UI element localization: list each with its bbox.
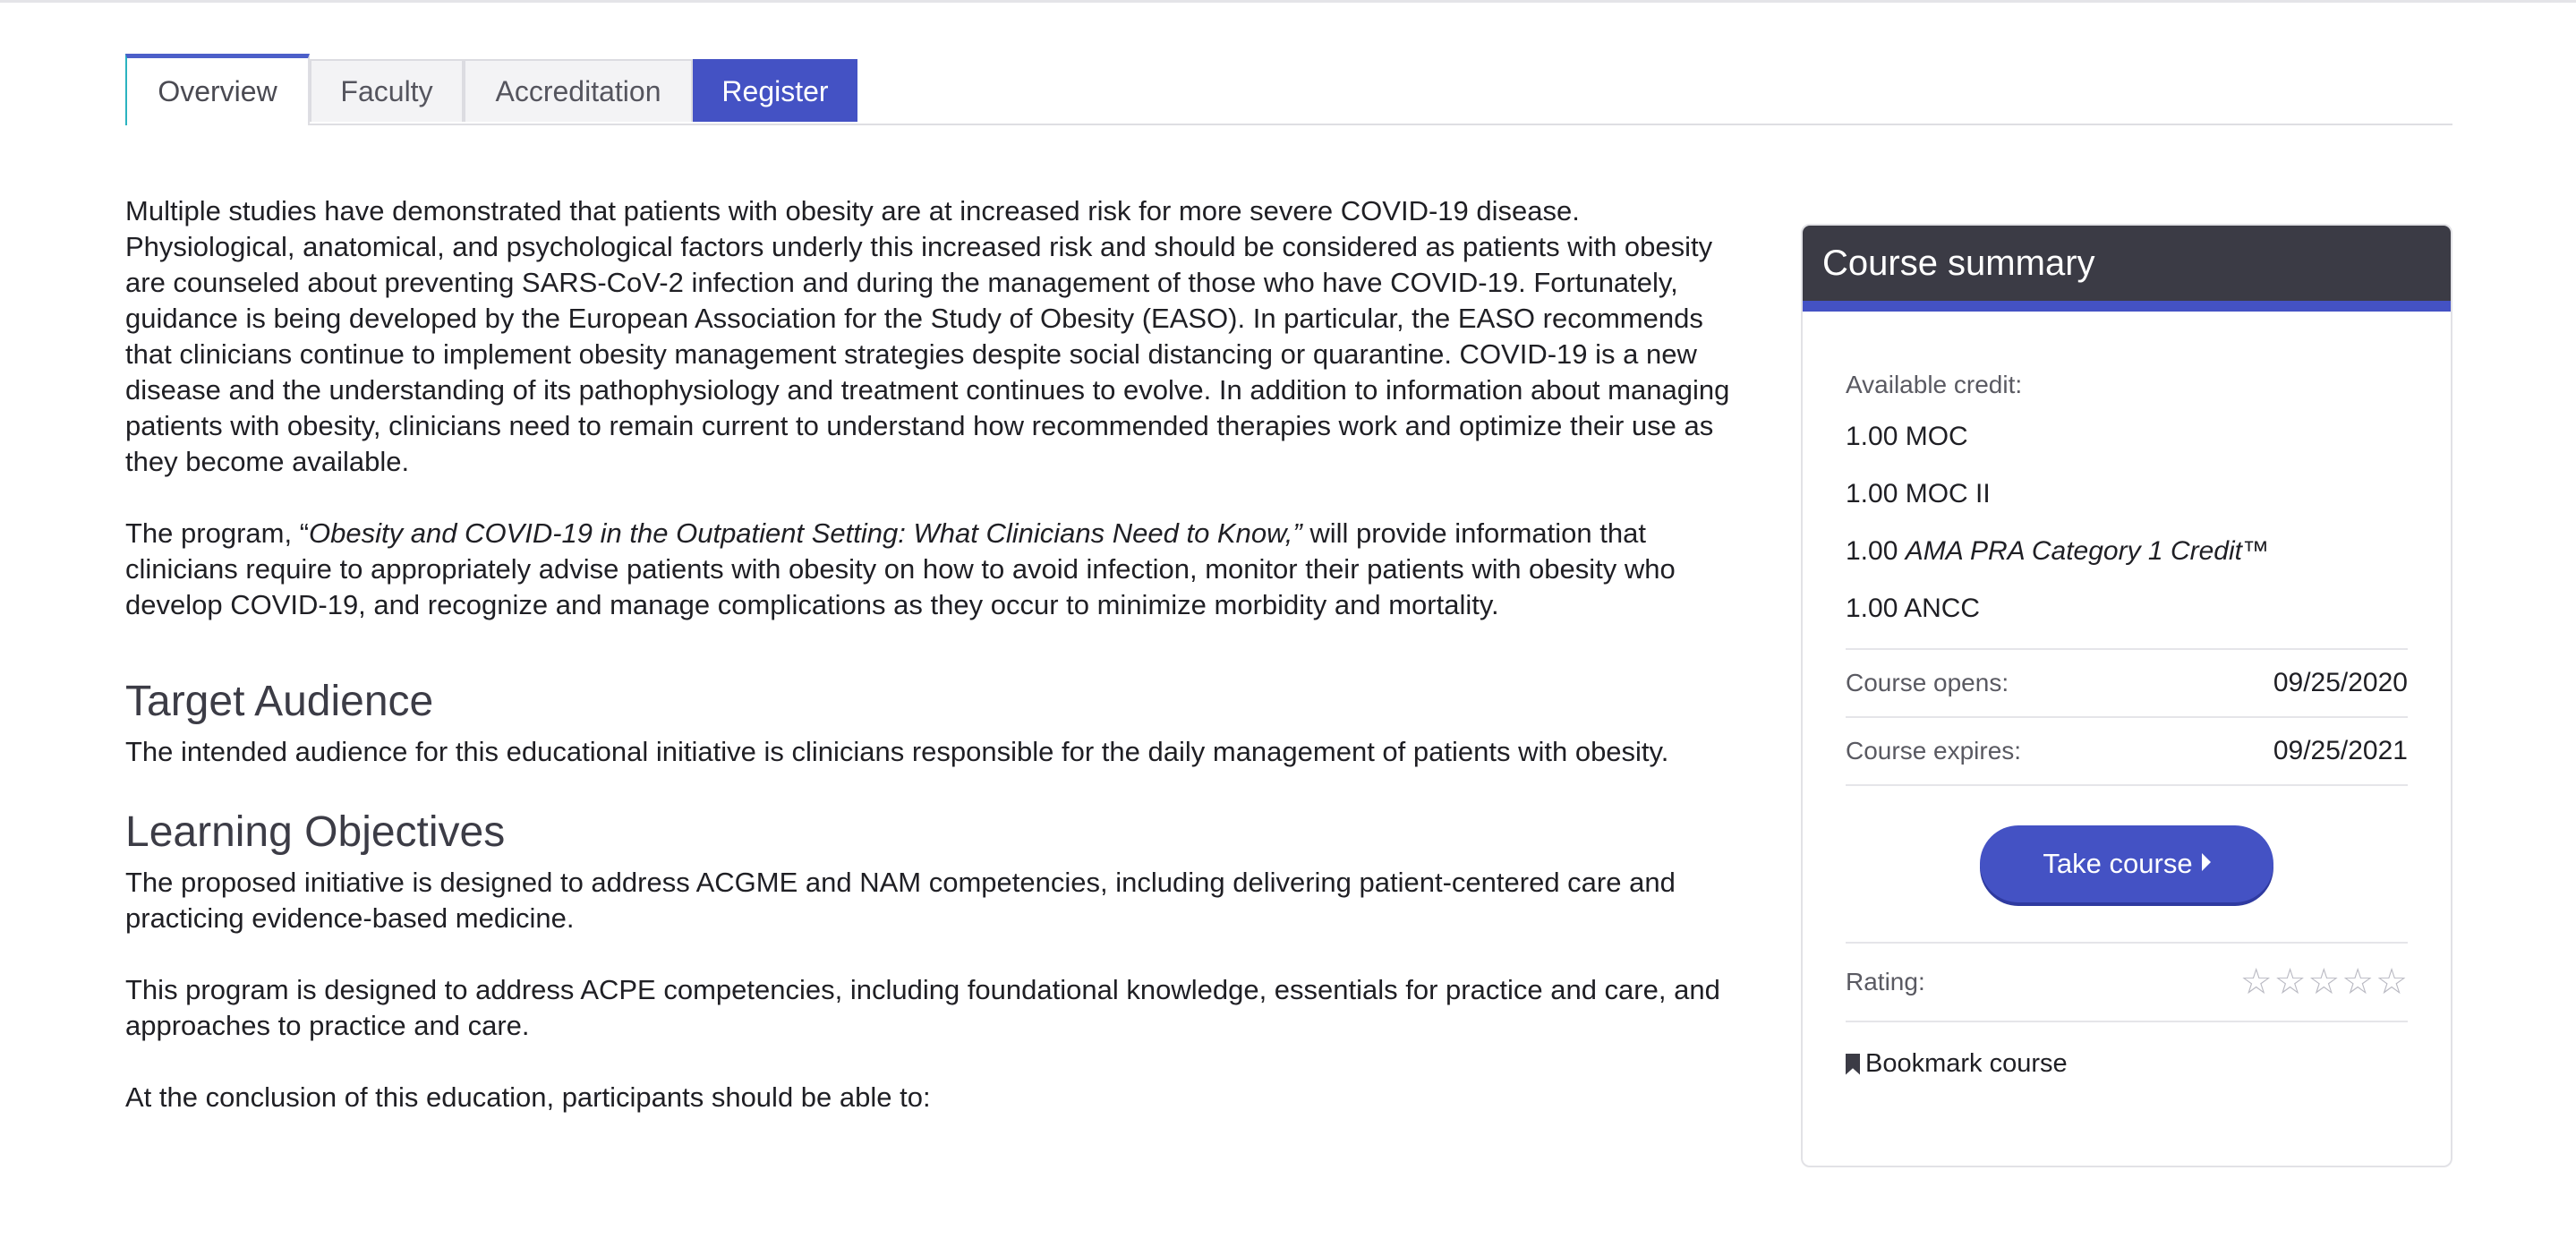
bookmark-icon: [1846, 1054, 1860, 1075]
top-border: [0, 0, 2576, 3]
credit-amount: 1.00: [1846, 422, 1898, 451]
credit-item: [1846, 591, 2408, 648]
learning-objectives-heading: Learning Objectives: [125, 808, 506, 856]
rating-label: Rating:: [1846, 968, 1925, 995]
credit-name: AMA PRA Category 1 Credit™: [1905, 536, 2269, 566]
bookmark-label: Bookmark course: [1865, 1049, 2068, 1078]
course-opens-label: Course opens:: [1846, 669, 2009, 696]
target-audience-section: [125, 675, 1736, 770]
star-icon[interactable]: ☆: [2307, 962, 2341, 1002]
credit-item: [1846, 534, 2408, 591]
learning-objectives-section: [125, 806, 1736, 1115]
tab-accreditation[interactable]: Accreditation: [464, 59, 693, 122]
star-icon[interactable]: ☆: [2341, 962, 2375, 1002]
credit-amount: 1.00: [1846, 536, 1898, 566]
tab-register[interactable]: Register: [693, 59, 857, 122]
course-opens-value: 09/25/2020: [2273, 668, 2408, 697]
credit-amount: 1.00: [1846, 594, 1898, 623]
tab-overview[interactable]: Overview: [125, 54, 310, 125]
bookmark-course-link[interactable]: [1846, 1022, 2408, 1079]
course-expires-value: 09/25/2021: [2273, 736, 2408, 765]
rating-stars[interactable]: [2240, 964, 2408, 1000]
star-icon[interactable]: ☆: [2239, 962, 2273, 1002]
course-tabs: [125, 54, 2452, 125]
star-icon[interactable]: ☆: [2273, 962, 2307, 1002]
program-title: Obesity and COVID-19 in the Outpatient Setting: What Clinicians Need to Know,”: [309, 517, 1302, 549]
target-audience-heading: Target Audience: [125, 678, 434, 725]
credit-name: ANCC: [1904, 594, 1981, 623]
target-audience-text: The intended audience for this educational initiative is clinicians responsible for the daily management of patients with obesity.: [125, 736, 1669, 767]
credit-amount: 1.00: [1846, 479, 1898, 508]
caret-right-icon: [2202, 853, 2211, 871]
credit-item: [1846, 419, 2408, 476]
learning-objectives-text-2: This program is designed to address ACPE competencies, including foundational knowledge, essentials for practice and care, and approaches to practice and care.: [125, 974, 1720, 1041]
take-course-button[interactable]: [1980, 825, 2273, 902]
course-summary-title: Course summary: [1803, 226, 2451, 312]
course-summary-card: [1801, 224, 2452, 1167]
program-prefix: The program, “: [125, 517, 310, 549]
course-expires-row: [1846, 716, 2408, 786]
take-course-label: Take course: [2043, 848, 2193, 879]
credit-name: MOC: [1905, 422, 1968, 451]
overview-paragraph: Multiple studies have demonstrated that patients with obesity are at increased risk for more severe COVID-19 disease. Physiological, anatomical, and psychological factors underly this increased risk and should be considered as patients with obesity are counseled about preventing SARS-CoV-2 infection and during the management of those who have COVID-19. Fortunately, guidance is being developed by the European Association for the Study of Obesity (EASO). In particular, the EASO recommends that clinicians continue to implement obesity management strategies despite social distancing or quarantine. COVID-19 is a new disease and the understanding of its pathophysiology and treatment continues to evolve. In addition to information about managing patients with obesity, clinicians need to remain current to understand how recommended therapies work and optimize their use as they become available.: [125, 195, 1730, 477]
program-suffix: will provide information that clinicians require to appropriately advise patients with obesity on how to avoid infection, monitor their patients with obesity who develop COVID-19, and recognize and manage complications as they occur to minimize morbidity and mortality.: [125, 517, 1676, 620]
credit-name: MOC II: [1905, 479, 1991, 508]
learning-objectives-text-3: At the conclusion of this education, participants should be able to:: [125, 1081, 931, 1113]
rating-row: [1846, 944, 2408, 1022]
course-summary-body: [1803, 312, 2451, 1079]
program-paragraph: [125, 516, 1736, 623]
star-icon[interactable]: ☆: [2376, 962, 2408, 1002]
course-opens-row: [1846, 648, 2408, 716]
credit-item: [1846, 476, 2408, 534]
take-course-wrap: [1846, 786, 2408, 944]
overview-content: [125, 193, 1736, 1151]
tab-faculty[interactable]: Faculty: [310, 59, 464, 122]
course-expires-label: Course expires:: [1846, 737, 2022, 765]
available-credit-label: Available credit:: [1846, 371, 2023, 398]
learning-objectives-text-1: The proposed initiative is designed to address ACGME and NAM competencies, including delivering patient-centered care and practicing evidence-based medicine.: [125, 867, 1676, 934]
